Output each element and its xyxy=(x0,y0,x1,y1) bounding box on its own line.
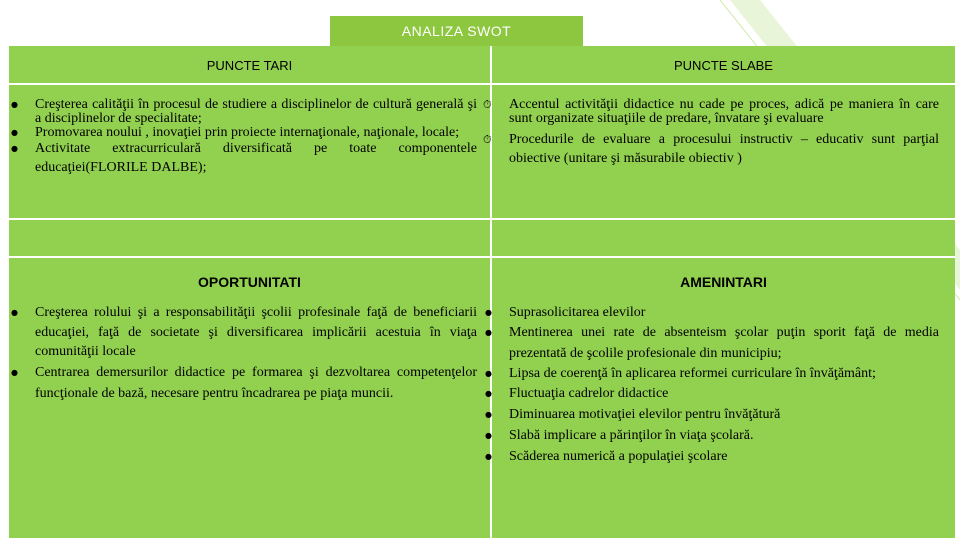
weaknesses-heading: PUNCTE SLABE xyxy=(674,58,773,73)
round-bullet-icon: ● xyxy=(11,367,18,377)
item-text: Mentinerea unei rate de absenteism şcolar puţin sporit faţă de media prezentată de şcolile profesionale din municipiu; xyxy=(509,325,939,361)
item-text: Fluctuaţia cadrelor didactice xyxy=(509,386,669,401)
round-bullet-icon: ● xyxy=(485,369,492,378)
item-text: Creşterea rolului şi a responsabilităţii şcolii profesinale faţă de beneficiarii educaţiei, faţă de societate şi diversificarea implicării acestuia în viaţa comunităţii locale xyxy=(35,305,477,359)
round-bullet-icon: ● xyxy=(11,100,18,109)
list-item xyxy=(485,404,939,425)
strengths-heading: PUNCTE TARI xyxy=(206,58,293,73)
swot-table xyxy=(9,46,955,538)
list-item xyxy=(485,425,939,446)
round-bullet-icon: ● xyxy=(485,328,492,337)
strengths-list xyxy=(11,97,477,177)
clock-bullet-icon: ⏱ xyxy=(483,133,492,146)
header-divider xyxy=(9,83,955,85)
round-bullet-icon: ● xyxy=(485,410,492,419)
clock-bullet-icon: ⏱ xyxy=(483,98,492,111)
item-text: Procedurile de evaluare a procesului instructiv – educativ sunt parţial obiective (unitare şi măsurabile obiectiv ) xyxy=(509,132,939,166)
list-item xyxy=(483,97,939,126)
opportunities-list xyxy=(11,303,477,404)
item-text: Lipsa de coerenţă în aplicarea reformei curriculare în învăţământ; xyxy=(509,366,876,381)
list-item xyxy=(485,303,939,322)
round-bullet-icon: ● xyxy=(485,452,492,461)
item-text: Slabă implicare a părinţilor în viaţa şcolară. xyxy=(509,428,754,443)
threats-heading: AMENINTARI xyxy=(680,274,767,290)
list-item xyxy=(11,97,477,126)
list-item xyxy=(483,130,939,168)
round-bullet-icon: ● xyxy=(485,431,492,440)
item-text: Scăderea numerică a populaţiei şcolare xyxy=(509,449,728,464)
list-item xyxy=(11,125,477,140)
list-item xyxy=(485,446,939,467)
header-divider-2 xyxy=(9,256,955,258)
round-bullet-icon: ● xyxy=(485,389,492,398)
threats-list xyxy=(485,303,939,467)
list-item xyxy=(485,364,939,383)
round-bullet-icon: ● xyxy=(485,308,492,317)
list-item xyxy=(11,303,477,362)
section-divider xyxy=(9,218,955,220)
round-bullet-icon: ● xyxy=(11,128,18,137)
item-text: Creşterea calităţii în procesul de studiere a disciplinelor de cultură generală şi a disciplinelor de specialitate; xyxy=(35,97,477,126)
round-bullet-icon: ● xyxy=(11,308,18,317)
weaknesses-list xyxy=(483,97,939,168)
list-item xyxy=(11,139,477,177)
round-bullet-icon: ● xyxy=(11,144,18,153)
list-item xyxy=(485,322,939,364)
opportunities-heading: OPORTUNITATI xyxy=(198,274,301,290)
item-text: Centrarea demersurilor didactice pe formarea şi dezvoltarea competenţelor funcţionale de bază, necesare pentru încadrarea pe piaţa muncii. xyxy=(35,364,477,401)
item-text: Accentul activităţii didactice nu cade pe proces, adică pe maniera în care sunt organizate situaţiile de predare, învatare şi evaluare xyxy=(509,97,939,126)
list-item xyxy=(11,362,477,404)
page-title: ANALIZA SWOT xyxy=(330,16,583,46)
item-text: Promovarea noului , inovaţiei prin proiecte internaţionale, naţionale, locale; xyxy=(35,125,460,140)
list-item xyxy=(485,383,939,404)
item-text: Activitate extracurriculară diversificată pe toate componentele educaţiei(FLORILE DALBE); xyxy=(35,141,477,175)
item-text: Diminuarea motivaţiei elevilor pentru învăţătură xyxy=(509,407,781,422)
item-text: Suprasolicitarea elevilor xyxy=(509,305,646,320)
